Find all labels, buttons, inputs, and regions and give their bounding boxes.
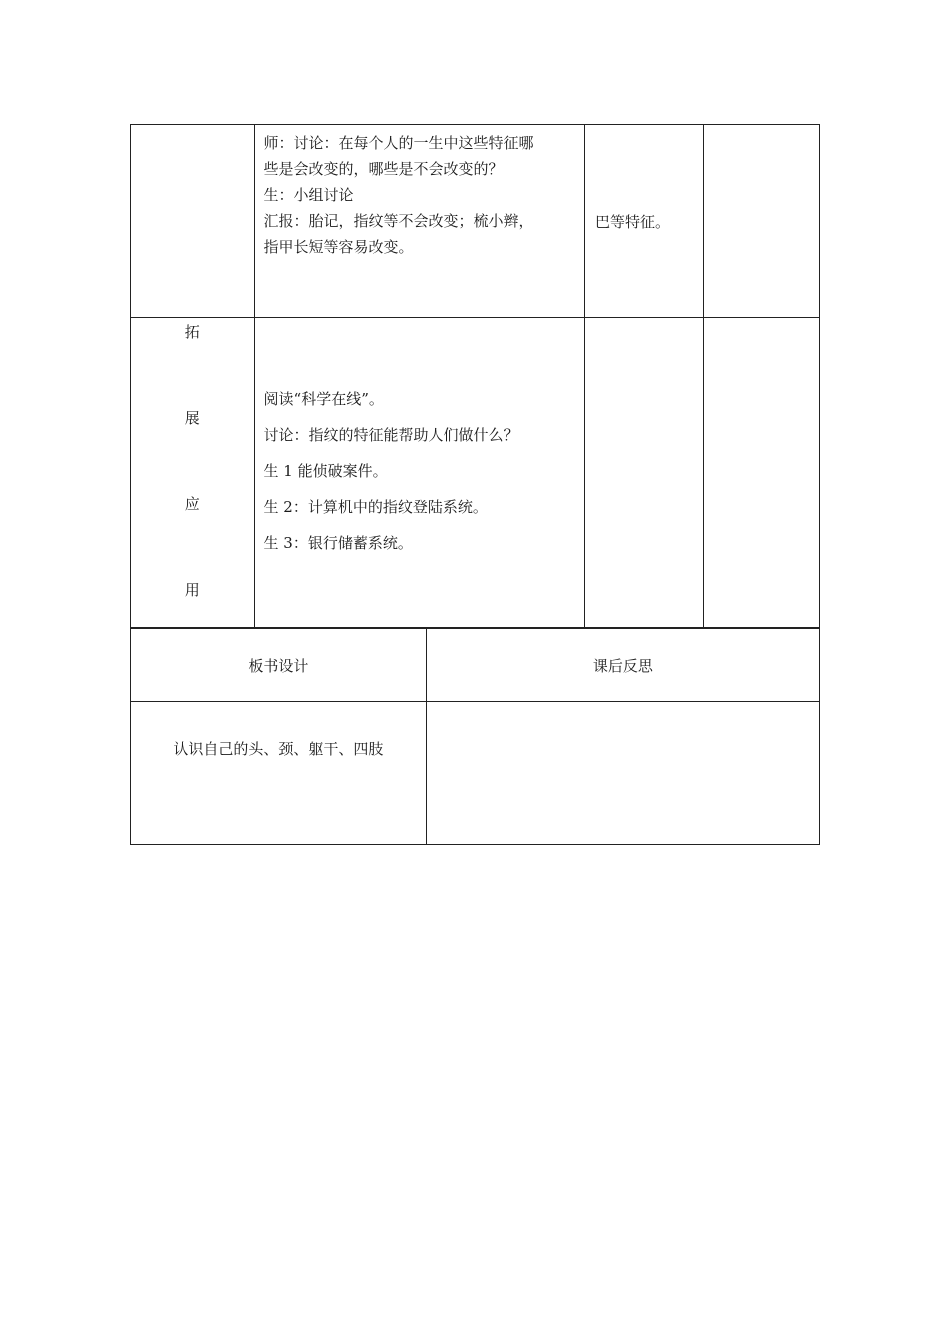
notes-cell-empty <box>704 318 820 628</box>
activity-line: 阅读“科学在线”。 <box>263 390 384 408</box>
stage-label-char: 用 <box>184 581 200 599</box>
table-row <box>131 318 820 628</box>
table-header-row <box>131 629 820 702</box>
table-row <box>131 702 820 845</box>
activity-line: 师：讨论：在每个人的一生中这些特征哪 <box>263 134 534 152</box>
activity-line: 讨论：指纹的特征能帮助人们做什么？ <box>263 426 519 444</box>
student-text: 巴等特征。 <box>594 212 670 231</box>
activity-line: 生 3：银行储蓄系统。 <box>263 534 413 552</box>
board-design-content: 认识自己的头、颈、躯干、四肢 <box>131 702 427 845</box>
stage-label-char: 拓 <box>184 323 200 341</box>
activity-line: 指甲长短等容易改变。 <box>263 238 414 256</box>
stage-label-char: 展 <box>184 409 200 427</box>
activity-line: 生：小组讨论 <box>263 186 354 204</box>
reflection-header: 课后反思 <box>426 629 819 702</box>
activity-cell <box>254 318 584 628</box>
activity-line: 生 1 能侦破案件。 <box>263 462 388 480</box>
lesson-process-table <box>130 124 820 628</box>
activity-line: 汇报：胎记，指纹等不会改变；梳小辫， <box>263 212 534 230</box>
board-design-header: 板书设计 <box>131 629 427 702</box>
activity-line: 些是会改变的，哪些是不会改变的？ <box>263 160 504 178</box>
reflection-content <box>426 702 819 845</box>
activity-cell <box>254 125 584 318</box>
student-cell-empty <box>584 318 704 628</box>
student-cell <box>584 125 704 318</box>
stage-label-char: 应 <box>184 495 200 513</box>
stage-cell-empty <box>131 125 255 318</box>
stage-label-cell <box>131 318 255 628</box>
table-row <box>131 125 820 318</box>
notes-cell-empty <box>704 125 820 318</box>
board-reflection-table <box>130 628 820 845</box>
activity-line: 生 2：计算机中的指纹登陆系统。 <box>263 498 488 516</box>
